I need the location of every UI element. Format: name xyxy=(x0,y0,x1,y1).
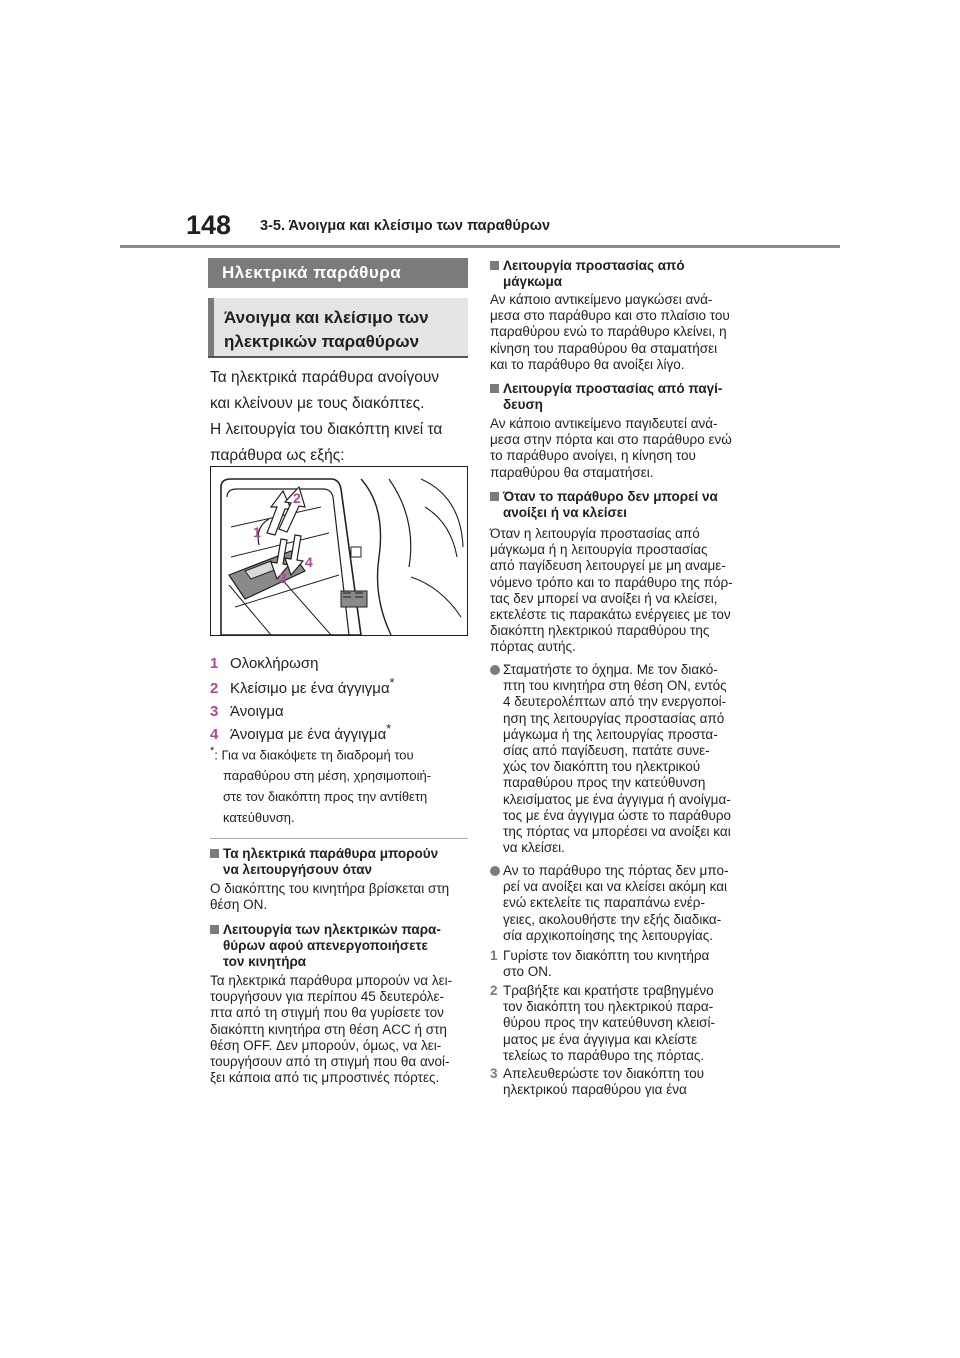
square-bullet-icon xyxy=(490,492,499,501)
procedure-step: 2 Τραβήξτε και κρατήστε τραβηγμένο τον διακόπτη του ηλεκτρικού παρα- θύρου προς την κατεύθυνση κλεισί- ματος με ένα άγγιγμα και κλείστε τελείως το παράθυρο της πόρτας. xyxy=(490,983,716,1063)
info-paragraph: Αν κάποιο αντικείμενο παγιδευτεί ανά- μεσα στην πόρτα και στο παράθυρο ενώ το παράθυρο ανοίγει, η κίνηση του παραθύρου θα σταματήσει. xyxy=(490,416,732,480)
footnote: *: Για να διακόψετε τη διαδρομή του παραθύρου στη μέση, χρησιμοποιή- στε τον διακόπτη προς την αντίθετη κατεύθυνση. xyxy=(210,745,432,826)
subsection-title: Άνοιγμα και κλείσιμο των ηλεκτρικών παραθύρων xyxy=(224,308,429,351)
legend-item: 4 Άνοιγμα με ένα άγγιγμα* xyxy=(210,722,392,743)
procedure-step: 1 Γυρίστε τον διακόπτη του κινητήρα στο ON. xyxy=(490,948,710,980)
square-bullet-icon xyxy=(490,384,499,393)
intro-paragraph: Τα ηλεκτρικά παράθυρα ανοίγουν και κλείνουν με τους διακόπτες. Η λειτουργία του διακόπτη κινεί τα παράθυρα ως εξής: xyxy=(210,369,443,464)
figure-label-1: 1 xyxy=(253,524,261,540)
info-paragraph: Όταν η λειτουργία προστασίας από μάγκωμα ή η λειτουργία προστασίας από παγίδευση λειτουργεί με μη αναμε- νόμενο τρόπο και το παράθυρο της πόρ- τας δεν μπορεί να ανοίξει ή να κλείσει, εκτελέστε τις παρακάτω ενέργειες με τον διακόπτη ηλεκτρικού παραθύρου της πόρτας αυτής. xyxy=(490,526,733,655)
info-paragraph: Τα ηλεκτρικά παράθυρα μπορούν να λει- τουργήσουν για περίπου 45 δευτερόλε- πτα από τη στιγμή που θα γυρίσετε τον διακόπτη κινητήρα στη θέση ACC ή στη θέση OFF. Δεν μπορούν, όμως, να λει- τουργήσουν από τη στιγμή που θα ανοί- ξει κάποια από τις μπροστινές πόρτες. xyxy=(210,973,453,1086)
switch-diagram xyxy=(211,467,467,635)
square-bullet-icon xyxy=(210,849,219,858)
window-switch-illustration xyxy=(210,466,468,636)
figure-label-2: 2 xyxy=(293,490,301,506)
page-number: 148 xyxy=(186,210,232,240)
info-paragraph: Ο διακόπτης του κινητήρα βρίσκεται στη θέση ON. xyxy=(210,881,450,913)
header-divider xyxy=(120,245,840,248)
info-heading: Λειτουργία προστασίας από μάγκωμα xyxy=(490,258,760,290)
circle-bullet-icon xyxy=(490,866,500,876)
figure-label-3: 3 xyxy=(279,570,287,586)
bullet-item: Αν το παράθυρο της πόρτας δεν μπο- ρεί να ανοίξει και να κλείσει ακόμη και ενώ εκτελείτε τις παραπάνω ενέρ- γειες, ακολουθήστε την εξής διαδικα- σία αρχικοποίησης της λειτουργίας. xyxy=(490,863,760,944)
circle-bullet-icon xyxy=(490,665,500,675)
info-heading: Λειτουργία προστασίας από παγί- δευση xyxy=(490,381,760,413)
bullet-item: Σταματήστε το όχημα. Με τον διακό- πτη του κινητήρα στη θέση ON, εντός 4 δευτερολέπτων από την ενεργοποί- ηση της λειτουργίας προστασίας από μάγκωμα ή της λειτουργίας προστα- σίας από παγίδευση, πατάτε συνε- χώς τον διακόπτη του ηλεκτρικού παραθύρου προς την κατεύθυνση κλεισίματος με ένα άγγιγμα ή ανοίγμα- τος με ένα άγγιγμα ώστε το παράθυρο της πόρτας να μπορέσει να ανοίξει και να κλείσει. xyxy=(490,662,760,856)
info-paragraph: Αν κάποιο αντικείμενο μαγκώσει ανά- μεσα στο παράθυρο και στο πλαίσιο του παραθύρου ενώ το παράθυρο κλείνει, η κίνηση του παραθύρου θα σταματήσει και το παράθυρο θα ανοίξει λίγο. xyxy=(490,292,730,372)
square-bullet-icon xyxy=(490,261,499,270)
legend-item: 2 Κλείσιμο με ένα άγγιγμα* xyxy=(210,676,395,697)
info-heading: Τα ηλεκτρικά παράθυρα μπορούν να λειτουργήσουν όταν xyxy=(210,846,472,878)
figure-label-4: 4 xyxy=(305,554,313,570)
chapter-title: 3-5. Άνοιγμα και κλείσιμο των παραθύρων xyxy=(260,218,551,234)
square-bullet-icon xyxy=(210,925,219,934)
section-title: Ηλεκτρικά παράθυρα xyxy=(208,258,468,288)
subsection-accent-bar xyxy=(208,298,214,356)
section-divider xyxy=(210,838,468,839)
procedure-step: 3 Απελευθερώστε τον διακόπτη του ηλεκτρικού παραθύρου για ένα xyxy=(490,1066,704,1098)
legend-item: 3 Άνοιγμα xyxy=(210,703,284,720)
legend-item: 1 Ολοκλήρωση xyxy=(210,655,319,672)
info-heading: Λειτουργία των ηλεκτρικών παρα- θύρων αφού απενεργοποιήσετε τον κινητήρα xyxy=(210,922,472,970)
subsection-title-box xyxy=(208,298,468,358)
info-heading: Όταν το παράθυρο δεν μπορεί να ανοίξει ή να κλείσει xyxy=(490,489,760,521)
